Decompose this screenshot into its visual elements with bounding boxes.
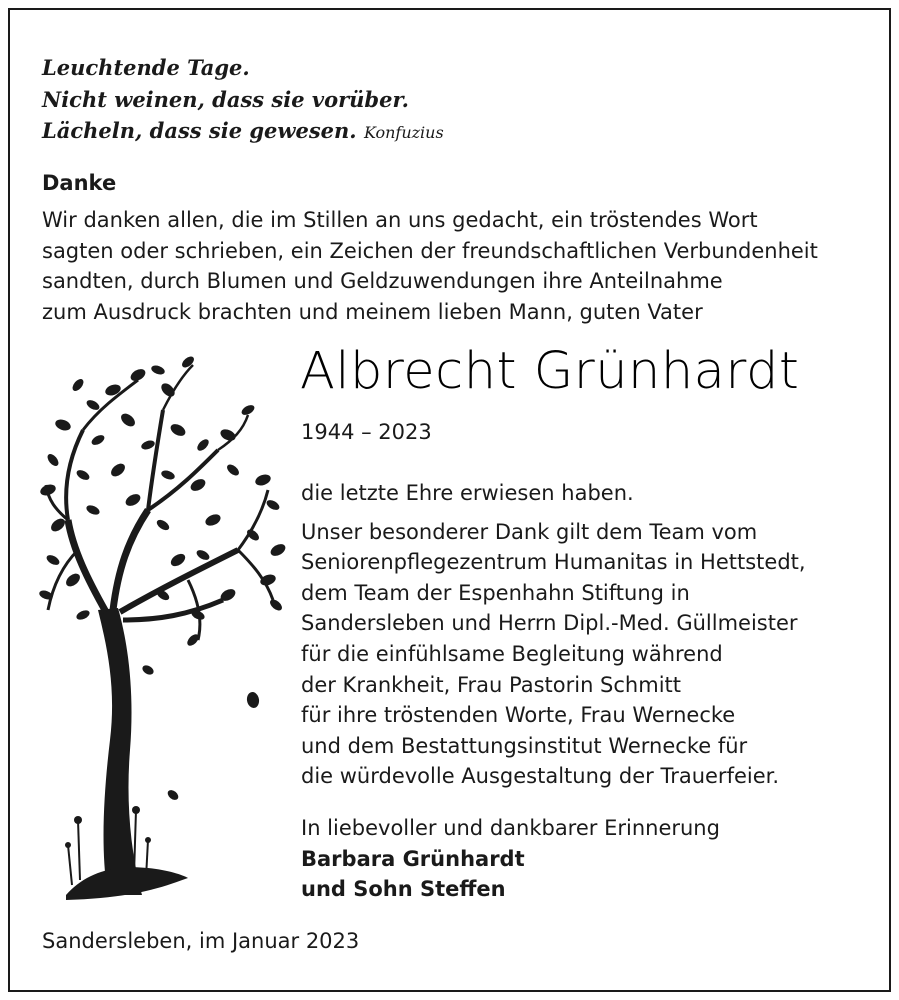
quote-line-3 (42, 115, 444, 149)
intro-line: zum Ausdruck brachten und meinem lieben Mann, guten Vater (42, 299, 703, 324)
quote-block (42, 52, 444, 149)
thanks-line: und dem Bestattungsinstitut Wernecke für (301, 733, 748, 758)
signature-block (301, 813, 720, 905)
obituary-frame (8, 8, 891, 992)
thanks-line: der Krankheit, Frau Pastorin Schmitt (301, 672, 681, 697)
thanks-line: Seniorenpflegezentrum Humanitas in Hettstedt, (301, 550, 806, 575)
quote-line-3-text: Lächeln, dass sie gewesen. (42, 118, 357, 143)
place-date: Sandersleben, im Januar 2023 (42, 929, 360, 953)
signature-intro: In liebevoller und dankbarer Erinnerung (301, 816, 720, 840)
thanks-line: für die einfühlsame Begleitung während (301, 641, 723, 666)
quote-line-1: Leuchtende Tage. (42, 55, 250, 80)
intro-line: sandten, durch Blumen und Geldzuwendungen ihre Anteilnahme (42, 269, 723, 293)
thanks-line: Sandersleben und Herrn Dipl.-Med. Güllmeister (301, 611, 798, 636)
signature-name-1: Barbara Grünhardt (301, 846, 525, 871)
intro-line: sagten oder schrieben, ein Zeichen der freundschaftlichen Verbundenheit (42, 238, 818, 263)
honor-line: die letzte Ehre erwiesen haben. (301, 481, 634, 505)
signature-name-2: und Sohn Steffen (301, 877, 506, 901)
thanks-line: für ihre tröstenden Worte, Frau Wernecke (301, 703, 736, 728)
thanks-line: dem Team der Espenhahn Stiftung in (301, 580, 690, 605)
thanks-line: die würdevolle Ausgestaltung der Trauerfeier. (301, 764, 780, 789)
quote-line-2: Nicht weinen, dass sie vorüber. (42, 86, 409, 112)
intro-paragraph (42, 205, 872, 327)
danke-heading: Danke (42, 171, 117, 195)
deceased-name: Albrecht Grünhardt (300, 342, 800, 401)
thanks-line: Unser besonderer Dank gilt dem Team vom (301, 519, 758, 544)
intro-line: Wir danken allen, die im Stillen an uns gedacht, ein tröstendes Wort (42, 208, 758, 232)
tree-silhouette-icon (38, 350, 288, 910)
quote-author: Konfuzius (363, 123, 444, 142)
thanks-paragraph (301, 478, 881, 792)
life-dates: 1944 – 2023 (301, 420, 432, 444)
paragraph-gap (301, 509, 881, 517)
